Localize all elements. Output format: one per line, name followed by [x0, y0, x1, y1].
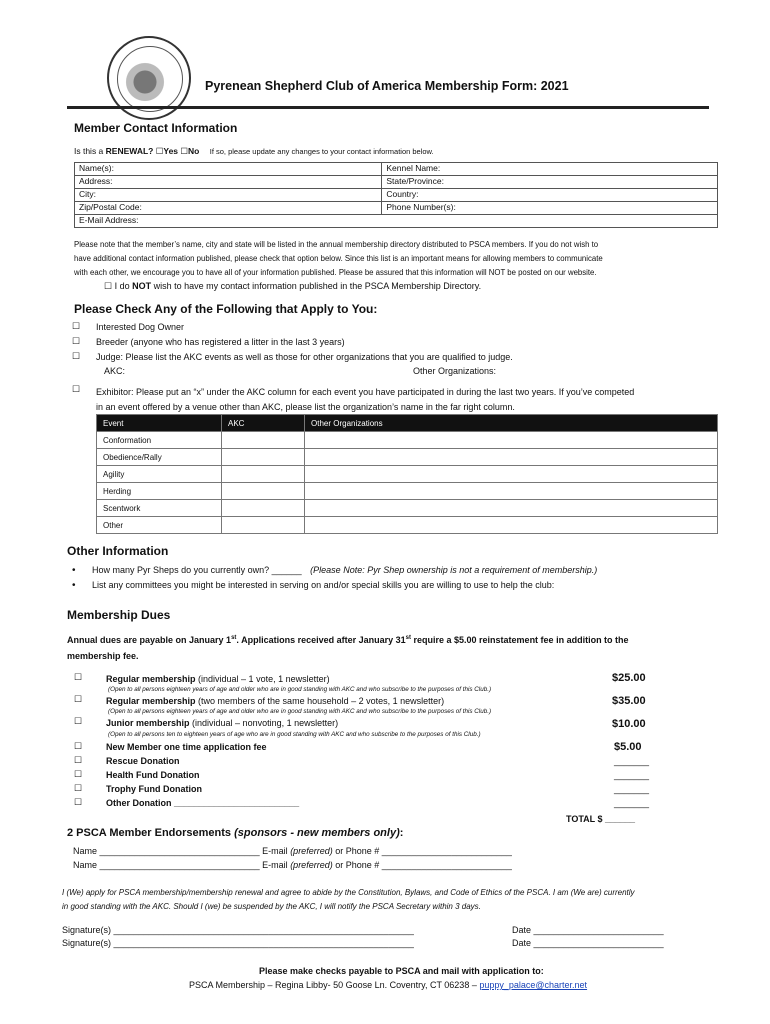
no-checkbox[interactable]: ☐	[180, 146, 189, 156]
dues-heading: Membership Dues	[67, 608, 171, 622]
new-member-label: New Member one time application fee	[106, 742, 267, 752]
household-checkbox[interactable]: ☐	[74, 694, 83, 704]
email-field[interactable]: E-Mail Address:	[75, 215, 718, 228]
endorser-1-line[interactable]: Name ________________________________ E-mail (preferred) or Phone # __________________________	[73, 846, 512, 856]
akc-label: AKC:	[104, 366, 126, 376]
household-price: $35.00	[612, 695, 646, 707]
exhibitor-checkbox[interactable]: ☐	[72, 384, 81, 394]
junior-price: $10.00	[612, 718, 646, 730]
name-field[interactable]: Name(s):	[75, 163, 382, 176]
total-amount[interactable]: ______	[605, 814, 636, 824]
apply-heading: Please Check Any of the Following that Apply to You:	[74, 302, 378, 316]
optout-line: ☐ I do NOT wish to have my contact information published in the PSCA Membership Directory.	[104, 281, 482, 291]
header-akc: AKC	[222, 415, 305, 432]
trophy-label: Trophy Fund Donation	[106, 784, 202, 794]
junior-label: Junior membership (individual – nonvoting, 1 newsletter)	[106, 718, 339, 728]
total-line: TOTAL $ ______	[566, 814, 636, 824]
junior-checkbox[interactable]: ☐	[74, 716, 83, 726]
zip-field[interactable]: Zip/Postal Code:	[75, 202, 382, 215]
table-row: Other	[97, 517, 718, 534]
judge-label: Judge: Please list the AKC events as well as those for other organizations that you are qualified to judge.	[96, 352, 513, 362]
rescue-label: Rescue Donation	[106, 756, 180, 766]
events-table	[96, 414, 718, 534]
bullet-2: • List any committees you might be interested in serving on and/or special skills you are willing to use to help the club:	[72, 580, 555, 591]
bullet-1: • How many Pyr Sheps do you currently own? ______ (Please Note: Pyr Shep ownership is not a requirement of membership.)	[72, 565, 598, 576]
rescue-checkbox[interactable]: ☐	[74, 755, 83, 765]
owner-label: Interested Dog Owner	[96, 322, 185, 332]
health-checkbox[interactable]: ☐	[74, 769, 83, 779]
table-row: Conformation	[97, 432, 718, 449]
yes-checkbox[interactable]: ☐	[155, 146, 164, 156]
date-1[interactable]: Date __________________________	[512, 925, 664, 935]
header-event: Event	[97, 415, 222, 432]
junior-note: (Open to all persons ten to eighteen years of age who are in good standing with AKC and who subscribe to the purposes of this Club.)	[108, 731, 481, 738]
regular-label: Regular membership (individual – 1 vote, 1 newsletter)	[106, 674, 330, 684]
city-field[interactable]: City:	[75, 189, 382, 202]
regular-price: $25.00	[612, 672, 646, 684]
other-donation-label: Other Donation _________________________	[106, 798, 300, 808]
title-rule	[67, 106, 709, 109]
renewal-question: Is this a RENEWAL? ☐Yes ☐No If so, please update any changes to your contact information below.	[74, 146, 434, 156]
health-label: Health Fund Donation	[106, 770, 200, 780]
table-row: Herding	[97, 483, 718, 500]
privacy-note: Please note that the member’s name, city and state will be listed in the annual membership directory distributed to PSCA members. If you do not wish to have additional contact information published, please check that option below. Since this list is an important means for allowing members to communicate with each other, we encourage you to have all of your information published. Please be assured that this information will NOT be posted on our website.	[74, 240, 603, 277]
rescue-amount[interactable]: _______	[614, 756, 650, 766]
new-member-price: $5.00	[614, 741, 642, 753]
judge-checkbox[interactable]: ☐	[72, 351, 81, 361]
exhibitor-label: Exhibitor: Please put an “x” under the AKC column for each event you have participated in during the last two years. If you’ve competed in an event offered by a venue other than AKC, please list the organization’s name in the far right column.	[96, 387, 635, 412]
email-link[interactable]: puppy_palace@charter.net	[479, 980, 588, 990]
date-2[interactable]: Date __________________________	[512, 938, 664, 948]
footer-line-1: Please make checks payable to PSCA and mail with application to:	[259, 966, 544, 976]
trophy-amount[interactable]: _______	[614, 784, 650, 794]
dues-note: Annual dues are payable on January 1st. Applications received after January 31st require a $5.00 reinstatement fee in addition to the membership fee.	[67, 635, 629, 661]
household-label: Regular membership (two members of the same household – 2 votes, 1 newsletter)	[106, 696, 445, 706]
state-field[interactable]: State/Province:	[382, 176, 718, 189]
other-info-heading: Other Information	[67, 544, 169, 558]
signature-1[interactable]: Signature(s) ____________________________________________________________	[62, 925, 414, 935]
table-row: Agility	[97, 466, 718, 483]
trophy-checkbox[interactable]: ☐	[74, 783, 83, 793]
other-donation-checkbox[interactable]: ☐	[74, 797, 83, 807]
phone-field[interactable]: Phone Number(s):	[382, 202, 718, 215]
endorser-2-line[interactable]: Name ________________________________ E-mail (preferred) or Phone # __________________________	[73, 860, 512, 870]
header-other: Other Organizations	[305, 415, 718, 432]
form-title: Pyrenean Shepherd Club of America Membership Form: 2021	[205, 79, 569, 93]
table-row: Scentwork	[97, 500, 718, 517]
footer-line-2: PSCA Membership – Regina Libby- 50 Goose Ln. Coventry, CT 06238 – puppy_palace@charter.net	[189, 980, 588, 990]
optout-checkbox[interactable]: ☐	[104, 281, 113, 291]
kennel-field[interactable]: Kennel Name:	[382, 163, 718, 176]
other-orgs-label: Other Organizations:	[413, 366, 497, 376]
signature-2[interactable]: Signature(s) ____________________________________________________________	[62, 938, 414, 948]
new-member-checkbox[interactable]: ☐	[74, 741, 83, 751]
contact-table	[74, 162, 718, 228]
contact-heading: Member Contact Information	[74, 121, 238, 135]
breeder-label: Breeder (anyone who has registered a litter in the last 3 years)	[96, 337, 345, 347]
regular-checkbox[interactable]: ☐	[74, 672, 83, 682]
endorse-heading: 2 PSCA Member Endorsements (sponsors - new members only):	[67, 827, 404, 839]
address-field[interactable]: Address:	[75, 176, 382, 189]
health-amount[interactable]: _______	[614, 770, 650, 780]
household-note: (Open to all persons eighteen years of age and older who are in good standing with AKC and who subscribe to the purposes of this Club.)	[108, 708, 492, 715]
owner-checkbox[interactable]: ☐	[72, 321, 81, 331]
table-row: Obedience/Rally	[97, 449, 718, 466]
country-field[interactable]: Country:	[382, 189, 718, 202]
regular-note: (Open to all persons eighteen years of age and older who are in good standing with AKC and who subscribe to the purposes of this Club.)	[108, 686, 492, 693]
agreement-text: I (We) apply for PSCA membership/membership renewal and agree to abide by the Constitution, Bylaws, and Code of Ethics of the PSCA. I am (We are) currently in good standing with the AKC. Should I (we) be suspended by the AKC, I will notify the PSCA Secretary within 3 days.	[62, 888, 635, 911]
other-donation-amount[interactable]: _______	[614, 798, 650, 808]
breeder-checkbox[interactable]: ☐	[72, 336, 81, 346]
